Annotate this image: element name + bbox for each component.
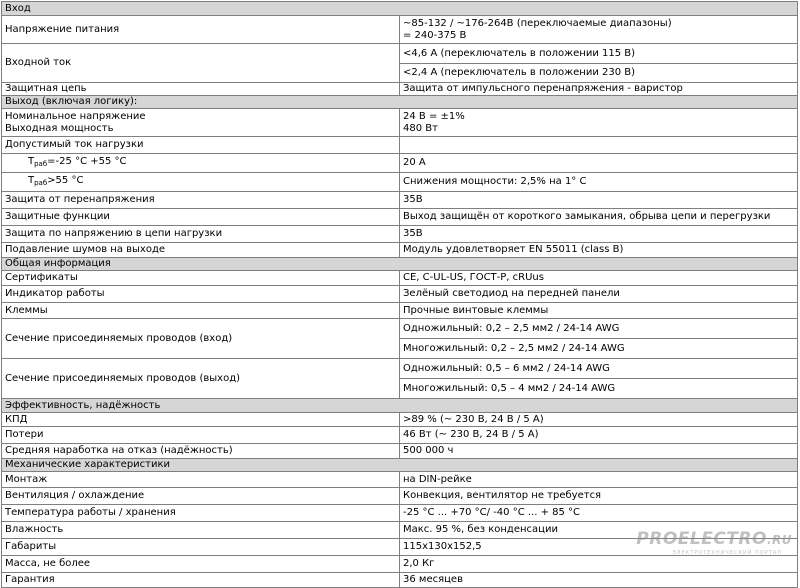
spec-value: 115x130x152,5 [400, 539, 798, 556]
spec-value: 2,0 Кг [400, 556, 798, 573]
spec-row [2, 286, 798, 303]
spec-row [2, 488, 798, 505]
section-row-mechanical [2, 459, 798, 472]
spec-label: Клеммы [2, 303, 400, 319]
spec-value: 35В [400, 192, 798, 209]
spec-value: Многожильный: 0,2 – 2,5 мм2 / 24-14 AWG [400, 339, 798, 359]
spec-row [2, 359, 798, 379]
spec-row [2, 173, 798, 192]
spec-value: Конвекция, вентилятор не требуется [400, 488, 798, 505]
section-row-general [2, 258, 798, 271]
spec-label: Температура работы / хранения [2, 505, 400, 522]
spec-row [2, 573, 798, 588]
spec-value-line: 480 Вт [403, 122, 438, 134]
spec-row [2, 444, 798, 459]
spec-row [2, 271, 798, 286]
temp-range: =-25 °C +55 °C [47, 156, 127, 167]
spec-value: Снижения мощности: 2,5% на 1° C [400, 173, 798, 192]
temp-symbol: T [28, 175, 35, 186]
spec-row [2, 556, 798, 573]
spec-value: -25 °C ... +70 °C/ -40 °C ... + 85 °C [400, 505, 798, 522]
spec-row [2, 209, 798, 226]
spec-row [2, 154, 798, 173]
watermark-brand: PROELECTRO [636, 529, 767, 549]
spec-row [2, 243, 798, 258]
spec-label: Подавление шумов на выходе [2, 243, 400, 258]
spec-label: Масса, не более [2, 556, 400, 573]
spec-label: Входной ток [2, 44, 400, 83]
section-title-efficiency: Эффективность, надёжность [2, 399, 798, 413]
spec-label: Вентиляция / охлаждение [2, 488, 400, 505]
section-title-mechanical: Механические характеристики [2, 459, 798, 472]
spec-value: Модуль удовлетворяет EN 55011 (class B) [400, 243, 798, 258]
spec-label-line: Выходная мощность [5, 122, 114, 134]
spec-table-container [1, 1, 798, 588]
spec-row [2, 413, 798, 427]
spec-value: <4,6 А (переключатель в положении 115 В) [400, 44, 798, 64]
spec-row [2, 319, 798, 339]
temp-subscript: раб [34, 179, 48, 187]
spec-label: Защитная цепь [2, 83, 400, 96]
spec-value-line: ~85-132 / ~176-264В (переключаемые диапазоны) [403, 17, 672, 29]
section-title-input: Вход [2, 2, 798, 16]
spec-label [2, 109, 400, 137]
spec-row [2, 16, 798, 44]
spec-row [2, 505, 798, 522]
watermark-tagline: ЭЛЕКТРОТЕХНИЧЕСКИЙ ПОРТАЛ [672, 550, 782, 556]
spec-label: Габариты [2, 539, 400, 556]
spec-value: <2,4 А (переключатель в положении 230 В) [400, 64, 798, 83]
spec-value: 36 месяцев [400, 573, 798, 588]
spec-value: Одножильный: 0,5 – 6 мм2 / 24-14 AWG [400, 359, 798, 379]
spec-value: Зелёный светодиод на передней панели [400, 286, 798, 303]
spec-value: Многожильный: 0,5 – 4 мм2 / 24-14 AWG [400, 379, 798, 399]
spec-value-line: 24 В = ±1% [403, 110, 465, 122]
spec-value-line: = 240-375 В [403, 29, 467, 41]
spec-value: Прочные винтовые клеммы [400, 303, 798, 319]
spec-row [2, 44, 798, 64]
spec-label-line: Номинальное напряжение [5, 110, 146, 122]
temp-subscript: раб [34, 160, 48, 168]
spec-label: Потери [2, 427, 400, 444]
spec-value: Одножильный: 0,2 – 2,5 мм2 / 24-14 AWG [400, 319, 798, 339]
spec-label: Защита по напряжению в цепи нагрузки [2, 226, 400, 243]
section-row-output [2, 96, 798, 109]
spec-value: >89 % (~ 230 В, 24 В / 5 А) [400, 413, 798, 427]
spec-label: Средняя наработка на отказ (надёжность) [2, 444, 400, 459]
spec-label: Сертификаты [2, 271, 400, 286]
spec-value: 20 А [400, 154, 798, 173]
spec-value: 46 Вт (~ 230 В, 24 В / 5 А) [400, 427, 798, 444]
section-title-general: Общая информация [2, 258, 798, 271]
section-title-output: Выход (включая логику): [2, 96, 798, 109]
spec-value: Защита от импульсного перенапряжения - варистор [400, 83, 798, 96]
spec-label: Монтаж [2, 472, 400, 488]
temp-range: >55 °C [47, 175, 84, 186]
spec-label: Влажность [2, 522, 400, 539]
watermark-logo [636, 529, 792, 549]
spec-sublabel [2, 154, 400, 173]
spec-row [2, 83, 798, 96]
spec-sublabel [2, 173, 400, 192]
spec-row [2, 472, 798, 488]
spec-label: Допустимый ток нагрузки [2, 137, 400, 154]
temp-symbol: T [28, 156, 35, 167]
spec-label: Гарантия [2, 573, 400, 588]
spec-value: CE, C-UL-US, ГОСТ-Р, cRUus [400, 271, 798, 286]
spec-value: на DIN-рейке [400, 472, 798, 488]
spec-label: Напряжение питания [2, 16, 400, 44]
spec-value [400, 109, 798, 137]
spec-row [2, 192, 798, 209]
section-row-efficiency [2, 399, 798, 413]
watermark-tld: .RU [766, 533, 792, 547]
spec-value-empty [400, 137, 798, 154]
section-row-input [2, 2, 798, 16]
spec-row [2, 303, 798, 319]
spec-label: Сечение присоединяемых проводов (вход) [2, 319, 400, 359]
spec-label: Индикатор работы [2, 286, 400, 303]
spec-row [2, 226, 798, 243]
spec-row [2, 109, 798, 137]
spec-row [2, 427, 798, 444]
spec-label: Защитные функции [2, 209, 400, 226]
spec-row [2, 137, 798, 154]
spec-value [400, 16, 798, 44]
spec-value: Макс. 95 %, без конденсации [400, 522, 798, 539]
spec-label: КПД [2, 413, 400, 427]
spec-value: Выход защищён от короткого замыкания, обрыва цепи и перегрузки [400, 209, 798, 226]
spec-value: 35В [400, 226, 798, 243]
spec-table [1, 1, 798, 588]
spec-label: Защита от перенапряжения [2, 192, 400, 209]
spec-value: 500 000 ч [400, 444, 798, 459]
spec-label: Сечение присоединяемых проводов (выход) [2, 359, 400, 399]
